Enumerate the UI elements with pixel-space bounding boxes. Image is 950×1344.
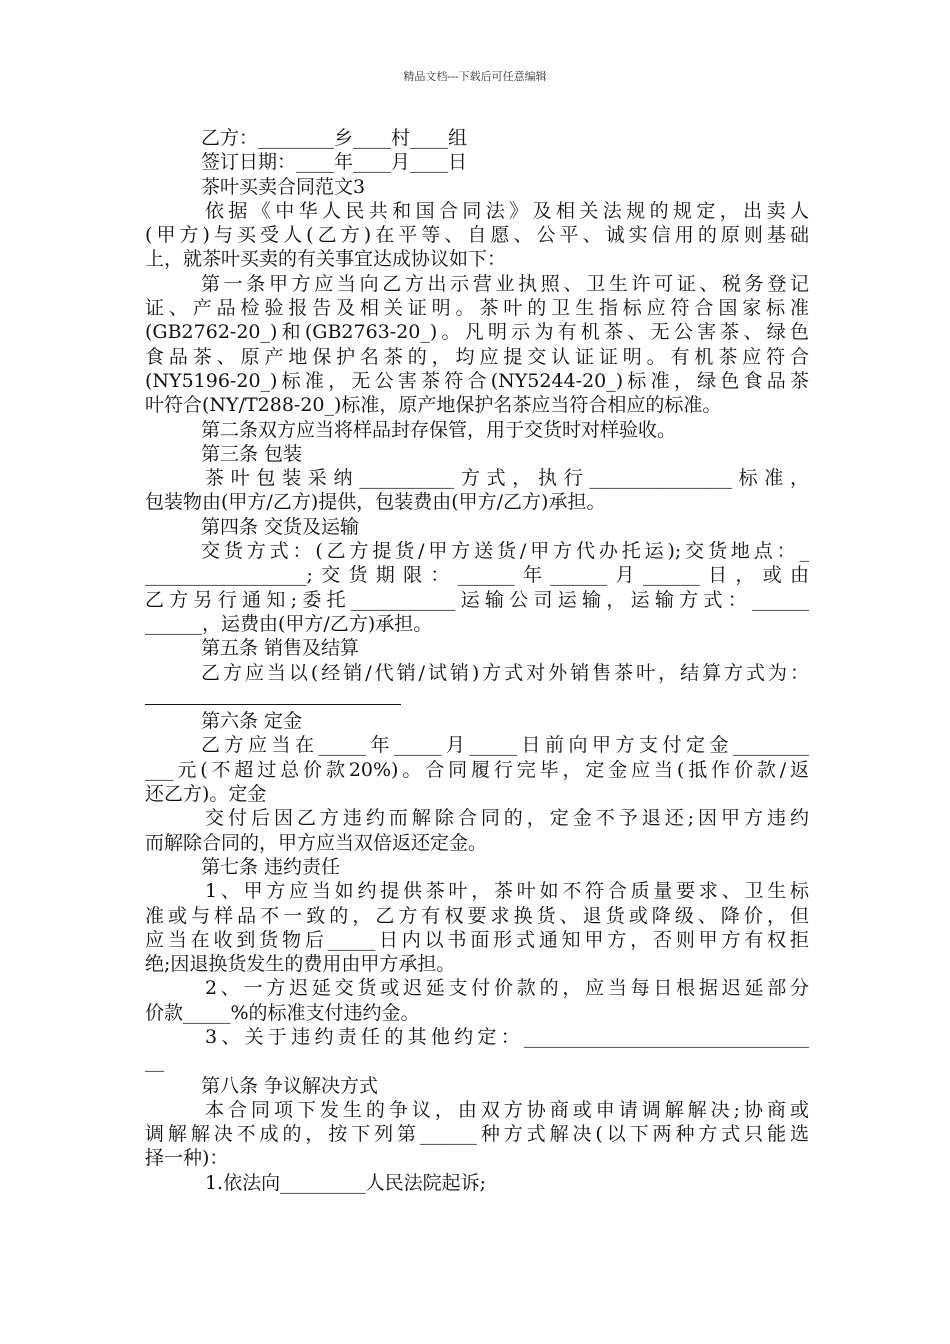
paragraph-line: 依据《中华人民共和国合同法》及相关法规的规定，出卖人 [205, 199, 809, 222]
article-7-heading: 第七条 违约责任 [201, 855, 341, 878]
article-4-line: 乙方另行通知;委托___________运输公司运输，运输方式：______ [145, 588, 809, 611]
article-8-heading: 第八条 争议解决方式 [201, 1074, 379, 1097]
blank-underline [145, 685, 809, 709]
article-1-line: 第一条甲方应当向乙方出示营业执照、卫生许可证、税务登记 [201, 272, 809, 295]
article-2-line: 第二条双方应当将样品封存保管，用于交货时对样验收。 [201, 418, 677, 441]
paragraph-line: (甲方)与买受人(乙方)在平等、自愿、公平、诚实信用的原则基础 [145, 224, 809, 247]
party-b-line: 乙方：________乡____村____组 [201, 127, 468, 149]
article-1-line: (NY5196-20_)标准，无公害茶符合(NY5244-20_)标准，绿色食品茶 [145, 369, 809, 392]
signing-date-line: 签订日期：____年____月____日 [201, 151, 468, 174]
article-7-line: 准或与样品不一致的，乙方有权要求换货、退货或降级、降价，但 [145, 904, 809, 927]
article-4-line: 交货方式：(乙方提货/甲方送货/甲方代办托运);交货地点：_ [201, 540, 809, 563]
article-7-line: __ [145, 1050, 164, 1073]
article-8-line: 择一种)： [145, 1147, 229, 1170]
section-title: 茶叶买卖合同范文3 [201, 175, 366, 198]
article-8-line: 调解解决不成的，按下列第______种方式解决(以下两种方式只能选 [145, 1123, 809, 1146]
article-7-line: 3、关于违约责任的其他约定：______________________________ [205, 1025, 809, 1048]
article-7-line: 价款_____%的标准支付违约金。 [145, 1001, 420, 1024]
document-body [145, 126, 809, 1195]
article-8-line: 1.依法向_________人民法院起诉; [205, 1171, 487, 1194]
article-3-line: 茶叶包装采纳__________方式，执行_______________标准， [205, 467, 809, 490]
article-1-line: 叶符合(NY/T288-20_)标准，原产地保护名茶应当符合相应的标准。 [145, 394, 722, 417]
article-4-line: ______，运费由(甲方/乙方)承担。 [145, 612, 433, 635]
page-header: 精品文档---下载后可任意编辑 [403, 70, 547, 83]
article-6-line: 乙方应当在_____年_____月_____日前向甲方支付定金________ [201, 734, 809, 757]
article-7-line: 2、一方迟延交货或迟延支付价款的，应当每日根据迟延部分 [205, 977, 809, 1000]
article-8-line: 本合同项下发生的争议，由双方协商或申请调解解决;协商或 [205, 1098, 809, 1121]
article-1-line: (GB2762-20_)和(GB2763-20_)。凡明示为有机茶、无公害茶、绿色 [145, 321, 809, 344]
article-7-line: 绝;因退换货发生的费用由甲方承担。 [145, 953, 456, 976]
paragraph-line: 上，就茶叶买卖的有关事宜达成协议如下： [145, 248, 507, 271]
article-4-line: _________________;交货期限：______年______月______日，或由 [145, 564, 809, 587]
article-1-line: 食品茶、原产地保护名茶的，均应提交认证证明。有机茶应符合 [145, 345, 809, 368]
article-1-line: 证、产品检验报告及相关证明。茶叶的卫生指标应符合国家标准 [145, 297, 809, 320]
article-6-line: 而解除合同的，甲方应当双倍返还定金。 [145, 831, 488, 854]
article-7-line: 1、甲方应当如约提供茶叶，茶叶如不符合质量要求、卫生标 [205, 880, 809, 903]
article-7-line: 应当在收到货物后_____日内以书面形式通知甲方，否则甲方有权拒 [145, 928, 809, 951]
article-3-heading: 第三条 包装 [201, 442, 303, 465]
article-5-heading: 第五条 销售及结算 [201, 637, 360, 660]
article-3-line: 包装物由(甲方/乙方)提供，包装费由(甲方/乙方)承担。 [145, 491, 606, 514]
article-6-line: ___元(不超过总价款20%)。合同履行完毕，定金应当(抵作价款/返 [145, 758, 809, 781]
article-6-heading: 第六条 定金 [201, 710, 303, 733]
article-6-line: 还乙方)。定金 [145, 783, 267, 806]
article-6-line: 交付后因乙方违约而解除合同的，定金不予退还;因甲方违约 [205, 807, 809, 830]
article-4-heading: 第四条 交货及运输 [201, 515, 360, 538]
article-5-line: 乙方应当以(经销/代销/试销)方式对外销售茶叶，结算方式为： [201, 661, 809, 684]
